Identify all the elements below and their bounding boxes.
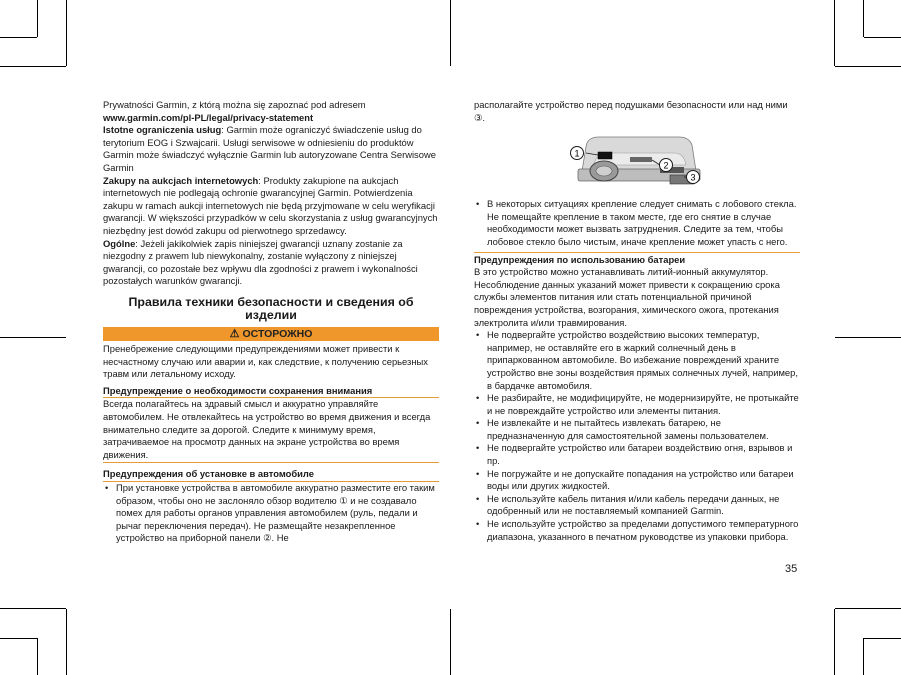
general-paragraph: Ogólne: Jeżeli jakikolwiek zapis niniejszej gwarancji uznany zostanie za niezgodny z prawem lub niewykonalny, zostanie wyłączony z niniejszej gwarancji, co pozostałe bez wpływu dla zgodności z prawem i wykonalności pozostałych warunków gwarancji.: [103, 237, 418, 287]
right-column: [474, 99, 800, 543]
install-list: [103, 482, 439, 545]
restrictions-label: Istotne ograniczenia usług: [103, 124, 222, 136]
battery-intro: В это устройство можно устанавливать литий-ионный аккумулятор. Несоблюдение данных указаний может привести к сокращению срока службы элементов питания или стать потенциальной причиной повреждения устройства, возгорания, химического ожога, протекания электролита и/или травмирования.: [474, 266, 780, 328]
list-item: • Не подвергайте устройство воздействию высоких температур, например, не оставляйте его в жаркий солнечный день в припаркованном автомобиле. Во избежание повреждений храните устройство вне зоны воздействия прямых солнечных лучей, например, в бардачке автомобиля.: [474, 329, 800, 392]
list-item: • В некоторых ситуациях крепление следует снимать с лобового стекла. Не помещайте крепление в таком месте, где его снятие в случае необходимости может вызвать затруднения. Следите за тем, чтобы лобовое стекло было чистым, иначе крепление может упасть с него.: [474, 198, 800, 248]
list-item: • Не извлекайте и не пытайтесь извлекать батарею, не предназначенную для самостоятельной замены пользователем.: [474, 417, 800, 442]
list-item: • При установке устройства в автомобиле аккуратно разместите его таким образом, чтобы оно не заслоняло обзор водителю ① и не создавало помех для работы органов управления автомобилем (руль, педали и рычаг переключения передач). Не размещайте незакрепленное устройство на приборной панели ②. Не: [103, 482, 439, 545]
warning-banner: [103, 327, 439, 341]
list-item: • Не разбирайте, не модифицируйте, не модернизируйте, не протыкайте и не повреждайте устройство или элементы питания.: [474, 392, 800, 417]
battery-heading: Предупреждения по использованию батареи: [474, 252, 800, 267]
privacy-url[interactable]: www.garmin.com/pl-PL/legal/privacy-statement: [103, 111, 314, 123]
windshield-list: [474, 198, 800, 248]
callout-2-label: 2: [663, 160, 669, 171]
section-title: Правила техники безопасности и сведения об изделии: [128, 294, 414, 322]
auction-label: Zakupy na aukcjach internetowych: [103, 174, 259, 186]
attention-heading: Предупреждение о необходимости сохранения внимания: [103, 385, 439, 399]
list-item: • Не используйте устройство за пределами допустимого температурного диапазона, указанного в печатном руководстве из упаковки прибора.: [474, 518, 800, 543]
list-item: • Не погружайте и не допускайте попадания на устройство или батареи воды или других жидкостей.: [474, 468, 800, 493]
general-label: Ogólne: [103, 237, 136, 249]
warning-triangle-icon: ⚠: [229, 328, 240, 341]
dashboard-figure: [474, 127, 800, 193]
list-item: • Не используйте кабель питания и/или кабель передачи данных, не одобренный или не поставляемый компанией Garmin.: [474, 493, 800, 518]
callout-1-label: 1: [574, 148, 580, 159]
battery-list: [474, 329, 800, 543]
continued-paragraph: располагайте устройство перед подушками безопасности или над ними ③.: [474, 99, 788, 123]
attention-text: Всегда полагайтесь на здравый смысл и аккуратно управляйте автомобилем. Не отвлекайтесь на устройство во время движения и всегда внимательно следите за дорогой. Следите к минимуму время, затрачиваемое на просмотр данных на экране устройства во время движения.: [103, 398, 439, 463]
install-heading: Предупреждения об установке в автомобиле: [103, 468, 439, 482]
auction-paragraph: Zakupy na aukcjach internetowych: Produkty zakupione na aukcjach internetowych nie podlegają ochronie gwarancyjnej Garmin. Potwierdzenia zakupu w ramach aukcji internetowych nie będą przyjmowane w celu weryfikacji gwarancji. W większości przypadków w celu skorzystania z usług gwarancyjnych niezbędny jest dowód zakupu od pierwotnego sprzedawcy.: [103, 174, 438, 236]
warning-label: ОСТОРОЖНО: [242, 328, 313, 341]
list-item: • Не подвергайте устройство или батареи воздействию огня, взрывов и пр.: [474, 442, 800, 467]
warning-text: Пренебрежение следующими предупреждениями может привести к несчастному случаю или аварии и, как следствие, к получению серьезных травм или летальному исходу.: [103, 343, 428, 380]
left-column: [103, 99, 439, 545]
restrictions-paragraph: Istotne ograniczenia usług: Garmin może ograniczyć świadczenie usług do terytorium EOG i Szwajcarii. Usługi serwisowe w odniesieniu do produktów Garmin może świadczyć wyłącznie Garmin lub autoryzowane Centra Serwisowe Garmin: [103, 124, 436, 173]
dashboard-illustration: [474, 127, 800, 193]
page-number: 35: [785, 563, 798, 575]
privacy-paragraph: Prywatności Garmin, z którą można się zapoznać pod adresem www.garmin.com/pl-PL/legal/privacy-statement: [103, 99, 439, 124]
callout-3-label: 3: [690, 172, 696, 183]
